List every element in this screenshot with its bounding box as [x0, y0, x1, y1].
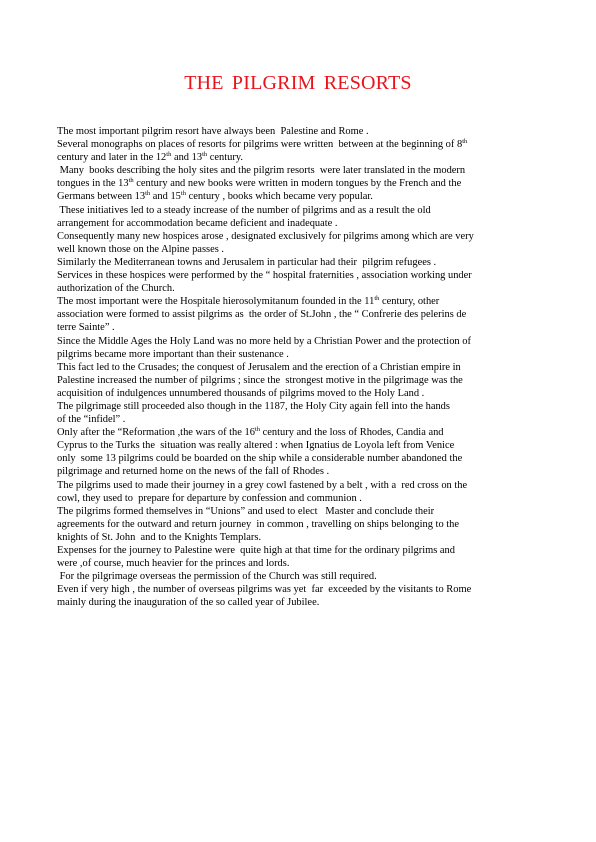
text-run: and 13: [171, 152, 203, 164]
text-run: century , books which became very popular.: [185, 191, 373, 203]
document-title: THE PILGRIM RESORTS: [184, 72, 412, 94]
superscript-text: th: [128, 177, 134, 185]
text-run: agreements for the outward and return journey in common , travelling on ships belonging to the: [57, 518, 460, 530]
text-run: Similarly the Mediterranean towns and Jerusalem in particular had their pilgrim refugees .: [57, 256, 437, 268]
text-run: association were formed to assist pilgrims as the order of St.John , the “ Confrerie des pelerins de: [57, 309, 467, 321]
text-run: Palestine increased the number of pilgrims ; since the strongest motive in the pilgrimage was the: [57, 374, 463, 386]
text-run: authorization of the Church.: [57, 283, 175, 295]
text-run: terre Sainte” .: [57, 322, 115, 334]
text-run: Germans between 13: [57, 191, 146, 203]
text-line: [57, 204, 547, 217]
superscript-text: th: [374, 295, 380, 303]
text-line: [57, 452, 547, 465]
text-run: Several monographs on places of resorts for pilgrims were written between at the beginning of 8: [57, 139, 463, 151]
text-line: [57, 583, 547, 596]
text-run: The most important were the Hospitale hierosolymitanum founded in the 11: [57, 296, 375, 308]
text-line: [57, 217, 547, 230]
text-run: century and new books were written in modern tongues by the French and the: [133, 178, 462, 190]
text-line: [57, 308, 547, 321]
text-line: [57, 256, 547, 269]
text-line: [57, 243, 547, 256]
text-run: Since the Middle Ages the Holy Land was no more held by a Christian Power and the protection of: [57, 335, 471, 347]
text-run: Cyprus to the Turks the situation was really altered : when Ignatius de Loyola left from Venice: [57, 440, 455, 452]
superscript-text: th: [462, 138, 468, 146]
text-line: [57, 282, 547, 295]
text-run: The most important pilgrim resort have always been Palestine and Rome .: [57, 126, 369, 137]
text-run: Consequently many new hospices arose , designated exclusively for pilgrims among which are very: [57, 230, 474, 242]
text-run: acquisition of indulgences unnumbered thousands of pilgrims moved to the Holy Land .: [57, 387, 425, 399]
text-run: and 15: [150, 191, 181, 203]
text-line: [57, 321, 547, 334]
text-run: Many books describing the holy sites and the pilgrim resorts were later translated in the modern: [57, 165, 466, 177]
text-run: mainly during the inauguration of the so called year of Jubilee.: [57, 597, 320, 609]
text-run: The pilgrims formed themselves in “Unions” and used to elect Master and conclude their: [57, 505, 435, 517]
text-run: Services in these hospices were performed by the “ hospital fraternities , association working under: [57, 270, 472, 282]
text-run: arrangement for accommodation became deficient and inadequate .: [57, 217, 338, 229]
text-run: This fact led to the Crusades; the conquest of Jerusalem and the erection of a Christian empire in: [57, 361, 461, 373]
text-run: only some 13 pilgrims could be boarded on the ship while a considerable number abandoned the: [57, 453, 463, 465]
text-run: Only after the “Reformation ,the wars of the 16: [57, 427, 255, 439]
text-line: [57, 361, 547, 374]
text-line: [57, 596, 547, 609]
text-run: century, other: [379, 296, 440, 308]
text-run: These initiatives led to a steady increase of the number of pilgrims and as a result the old: [57, 204, 431, 216]
text-line: [57, 177, 547, 190]
text-line: [57, 151, 547, 164]
text-line: [57, 387, 547, 400]
text-line: [57, 138, 547, 151]
text-line: [57, 492, 547, 505]
text-line: [57, 465, 547, 478]
superscript-text: th: [254, 426, 261, 434]
text-line: [57, 570, 547, 583]
superscript-text: th: [202, 151, 208, 159]
text-line: [57, 374, 547, 387]
text-run: of the “infidel” .: [57, 414, 126, 426]
text-run: Even if very high , the number of overseas pilgrims was yet far exceeded by the visitants to Rome: [57, 584, 472, 596]
text-run: century.: [207, 152, 243, 164]
text-line: [57, 295, 547, 308]
text-line: [57, 439, 547, 452]
text-line: [57, 505, 547, 518]
superscript-text: th: [145, 190, 151, 198]
text-run: For the pilgrimage overseas the permission of the Church was still required.: [57, 571, 377, 583]
text-line: [57, 164, 547, 177]
text-run: well known those on the Alpine passes .: [57, 243, 224, 255]
text-line: [57, 125, 547, 138]
text-line: [57, 269, 547, 282]
text-run: knights of St. John and to the Knights Templars.: [57, 531, 262, 543]
text-run: century and later in the 12: [57, 152, 167, 164]
text-run: cowl, they used to prepare for departure by confession and communion .: [57, 492, 362, 504]
text-run: Expenses for the journey to Palestine were quite high at that time for the ordinary pilgrims and: [57, 545, 455, 556]
document-body: [57, 125, 547, 609]
text-line: [57, 544, 547, 557]
text-run: pilgrimage and returned home on the news of the fall of Rhodes .: [57, 466, 330, 478]
text-line: [57, 335, 547, 348]
text-run: The pilgrims used to made their journey in a grey cowl fastened by a belt , with a red cross on the: [57, 479, 468, 491]
superscript-text: th: [180, 190, 186, 198]
text-line: [57, 400, 547, 413]
text-line: [57, 426, 547, 439]
text-line: [57, 518, 547, 531]
text-run: were ,of course, much heavier for the princes and lords.: [57, 558, 290, 570]
superscript-text: th: [166, 151, 172, 159]
text-line: [57, 348, 547, 361]
text-line: [57, 230, 547, 243]
text-line: [57, 557, 547, 570]
text-run: pilgrims became more important than their sustenance .: [57, 348, 289, 360]
text-line: [57, 479, 547, 492]
text-line: [57, 190, 547, 203]
text-line: [57, 413, 547, 426]
text-run: tongues in the 13: [57, 178, 129, 190]
text-run: century and the loss of Rhodes, Candia and: [260, 427, 444, 439]
text-line: [57, 531, 547, 544]
text-run: The pilgrimage still proceeded also though in the 1187, the Holy City again fell into the hands: [57, 400, 450, 412]
